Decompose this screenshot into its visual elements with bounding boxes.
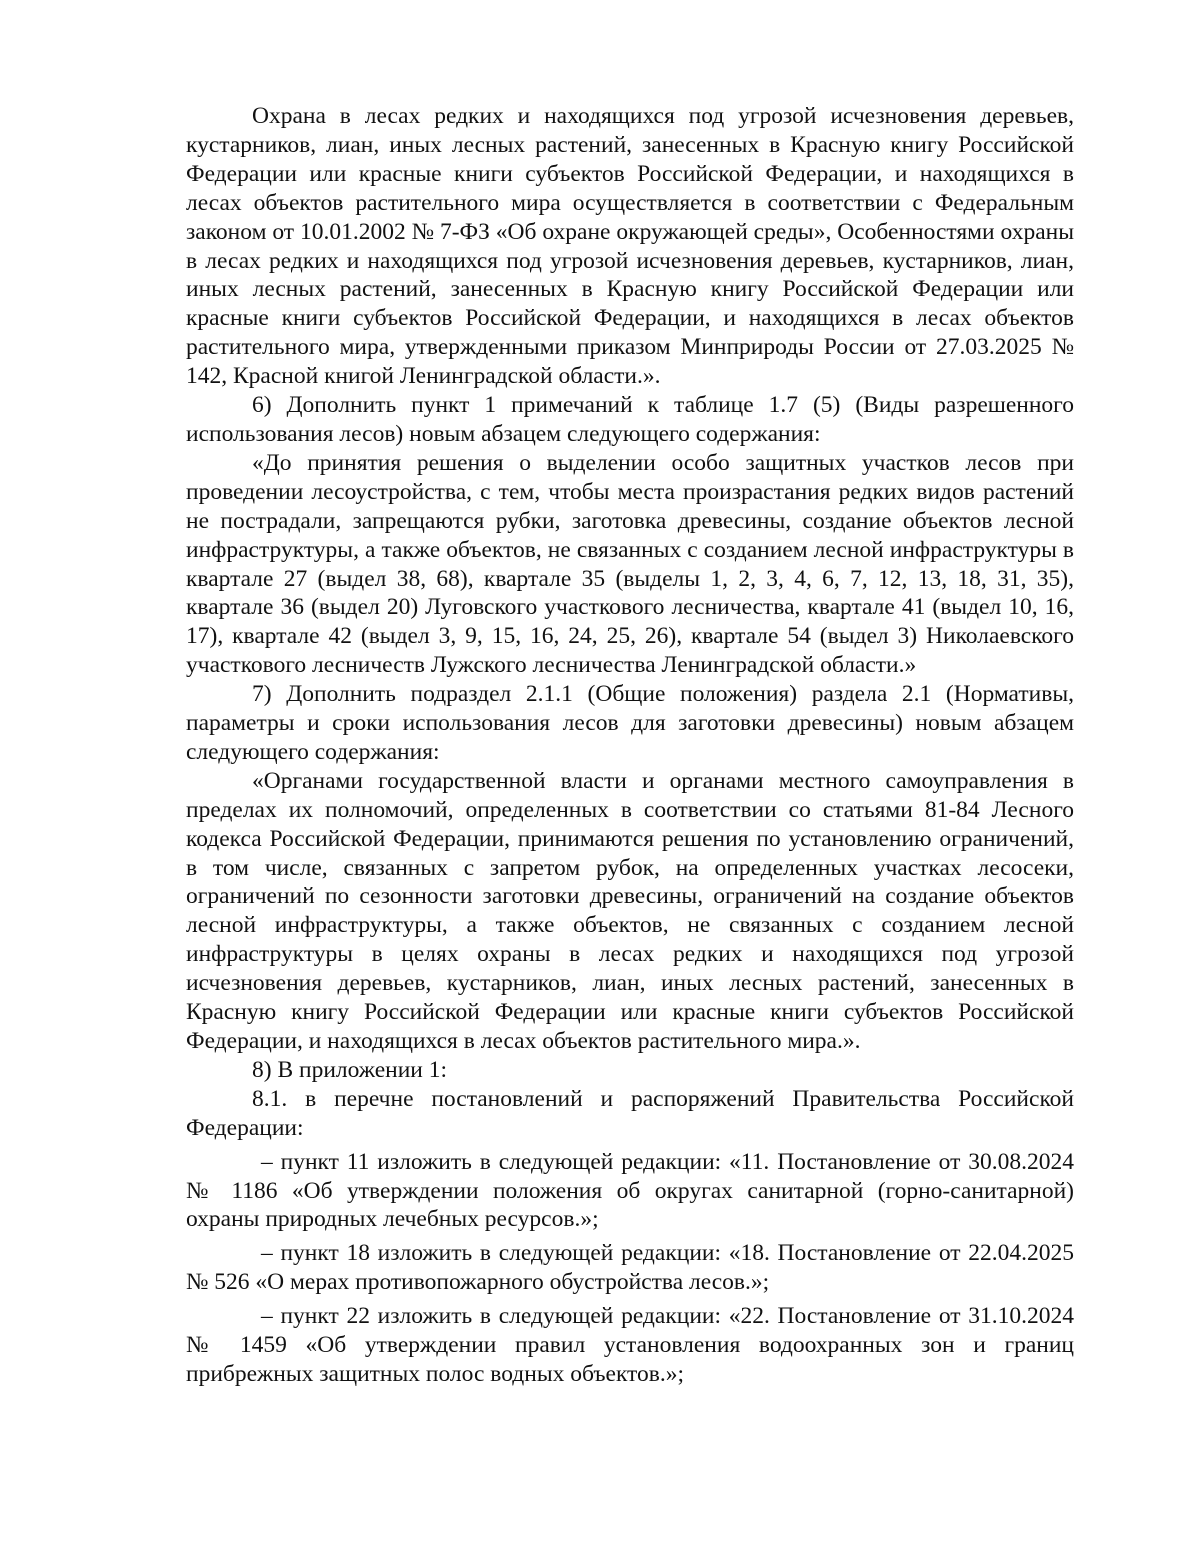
paragraph-item-6-quote: «До принятия решения о выделении особо защитных участков лесов при проведении лесоустройства, с тем, чтобы места произрастания редких видов растений не пострадали, запрещаются рубки, заготовка древесины, создание объектов лесной инфраструктуры, а также объектов, не связанных с созданием лесной инфраструктуры в квартале 27 (выдел 38, 68), квартале 35 (выделы 1, 2, 3, 4, 6, 7, 12, 13, 18, 31, 35), квартале 36 (выдел 20) Луговского участкового лесничества, квартале 41 (выдел 10, 16, 17), квартале 42 (выдел 3, 9, 15, 16, 24, 25, 26), квартале 54 (выдел 3) Николаевского участкового лесничеств Лужского лесничества Ленинградской области.» [186, 449, 1074, 679]
document-page [186, 102, 1074, 1389]
paragraph-item-7-quote: «Органами государственной власти и органами местного самоуправления в пределах их полномочий, определенных в соответствии со статьями 81-84 Лесного кодекса Российской Федерации, принимаются решения по установлению ограничений, в том числе, связанных с запретом рубок, на определенных участках лесосеки, ограничений по сезонности заготовки древесины, ограничений на создание объектов лесной инфраструктуры, а также объектов, не связанных с созданием лесной инфраструктуры в целях охраны в лесах редких и находящихся под угрозой исчезновения деревьев, кустарников, лиан, иных лесных растений, занесенных в Красную книгу Российской Федерации или красные книги субъектов Российской Федерации, и находящихся в лесах объектов растительного мира.». [186, 767, 1074, 1054]
list-item-point-11: – пункт 11 изложить в следующей редакции: «11. Постановление от 30.08.2024 № 1186 «Об утверждении положения об округах санитарной (горно-санитарной) охраны природных лечебных ресурсов.»; [186, 1148, 1074, 1233]
list-item-point-18: – пункт 18 изложить в следующей редакции: «18. Постановление от 22.04.2025 № 526 «О мерах противопожарного обустройства лесов.»; [186, 1240, 1074, 1296]
paragraph-item-8-1: 8.1. в перечне постановлений и распоряжений Правительства Российской Федерации: [186, 1085, 1074, 1141]
paragraph-protection-general: Охрана в лесах редких и находящихся под угрозой исчезновения деревьев, кустарников, лиан, иных лесных растений, занесенных в Красную книгу Российской Федерации или красные книги субъектов Российской Федерации, и находящихся в лесах объектов растительного мира осуществляется в соответствии с Федеральным законом от 10.01.2002 № 7-ФЗ «Об охране окружающей среды», Особенностями охраны в лесах редких и находящихся под угрозой исчезновения деревьев, кустарников, лиан, иных лесных растений, занесенных в Красную книгу Российской Федерации или красные книги субъектов Российской Федерации, и находящихся в лесах объектов растительного мира, утвержденными приказом Минприроды России от 27.03.2025 № 142, Красной книгой Ленинградской области.». [186, 103, 1074, 390]
paragraph-item-6: 6) Дополнить пункт 1 примечаний к таблице 1.7 (5) (Виды разрешенного использования лесов) новым абзацем следующего содержания: [186, 392, 1074, 447]
paragraph-item-7: 7) Дополнить подраздел 2.1.1 (Общие положения) раздела 2.1 (Нормативы, параметры и сроки использования лесов для заготовки древесины) новым абзацем следующего содержания: [186, 681, 1074, 765]
list-item-point-22: – пункт 22 изложить в следующей редакции: «22. Постановление от 31.10.2024 № 1459 «Об утверждении правил установления водоохранных зон и границ прибрежных защитных полос водных объектов.»; [186, 1303, 1074, 1387]
paragraph-item-8: 8) В приложении 1: [252, 1056, 448, 1083]
